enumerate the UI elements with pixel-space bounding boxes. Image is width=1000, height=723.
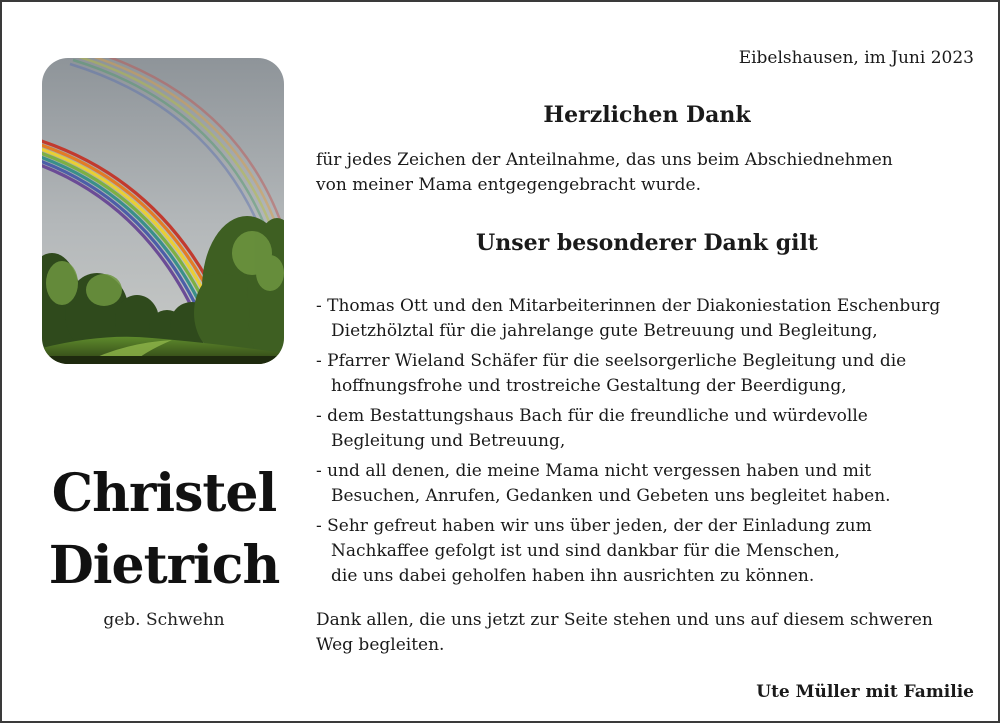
deceased-first-name: Christel bbox=[51, 463, 277, 524]
sub-heading: Unser besonderer Dank gilt bbox=[476, 230, 818, 256]
thanks-line: hoffnungsfrohe und trostreiche Gestaltung der Beerdigung, bbox=[331, 376, 847, 396]
closing-line: Weg begleiten. bbox=[316, 635, 445, 655]
closing-line: Dank allen, die uns jetzt zur Seite stehen und uns auf diesem schweren bbox=[316, 610, 933, 630]
thanks-line: - Thomas Ott und den Mitarbeiterinnen der Diakoniestation Eschenburg bbox=[316, 296, 941, 316]
thanks-line: - Pfarrer Wieland Schäfer für die seelsorgerliche Begleitung und die bbox=[316, 351, 907, 371]
thanks-line: die uns dabei geholfen haben ihn ausrichten zu können. bbox=[331, 566, 815, 586]
main-heading: Herzlichen Dank bbox=[543, 102, 751, 128]
thanks-item bbox=[316, 514, 986, 589]
rainbow-photo bbox=[42, 58, 284, 364]
thanks-line: Nachkaffee gefolgt ist und sind dankbar für die Menschen, bbox=[331, 541, 840, 561]
closing-paragraph bbox=[316, 608, 986, 658]
signature: Ute Müller mit Familie bbox=[756, 682, 974, 702]
date-line: Eibelshausen, im Juni 2023 bbox=[738, 48, 974, 68]
intro-line: für jedes Zeichen der Anteilnahme, das uns beim Abschiednehmen bbox=[316, 150, 893, 170]
birth-name: geb. Schwehn bbox=[103, 610, 225, 630]
thanks-line: Begleitung und Betreuung, bbox=[331, 431, 566, 451]
thanks-line: - dem Bestattungshaus Bach für die freundliche und würdevolle bbox=[316, 406, 868, 426]
thanks-line: Besuchen, Anrufen, Gedanken und Gebeten uns begleitet haben. bbox=[331, 486, 891, 506]
thanks-item bbox=[316, 349, 986, 399]
thanks-list bbox=[316, 294, 986, 594]
thanks-line: - Sehr gefreut haben wir uns über jeden, der der Einladung zum bbox=[316, 516, 872, 536]
deceased-last-name: Dietrich bbox=[48, 535, 280, 596]
thanks-item bbox=[316, 404, 986, 454]
intro-paragraph bbox=[316, 148, 986, 198]
thanks-line: Dietzhölztal für die jahrelange gute Betreuung und Begleitung, bbox=[331, 321, 878, 341]
intro-line: von meiner Mama entgegengebracht wurde. bbox=[316, 175, 701, 195]
thanks-item bbox=[316, 459, 986, 509]
thanks-item bbox=[316, 294, 986, 344]
thanks-line: - und all denen, die meine Mama nicht vergessen haben und mit bbox=[316, 461, 872, 481]
